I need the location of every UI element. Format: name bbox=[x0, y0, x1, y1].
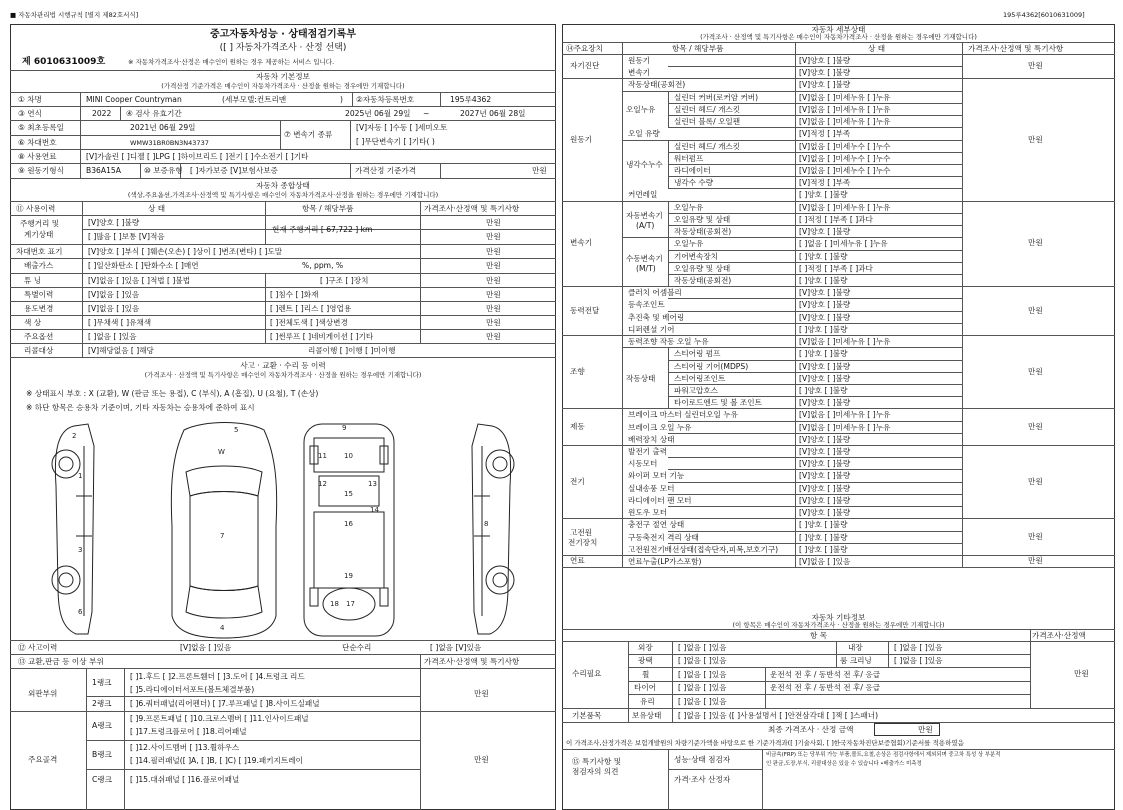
detail-item: 오일누유 bbox=[674, 239, 704, 249]
mileage-state: [V]양호 [ ]불량 bbox=[88, 218, 140, 227]
detail-item: 등속조인트 bbox=[628, 300, 665, 310]
detail-state: [V]적정 [ ]부족 bbox=[799, 129, 851, 139]
detail-group-name: 자기진단 bbox=[570, 61, 600, 71]
form-title: 중고자동차성능 · 상태점검기록부 bbox=[209, 29, 356, 40]
diagram-mark-8: 8 bbox=[484, 520, 489, 528]
repair-polish-label: 광택 bbox=[638, 656, 653, 665]
detail-state: [V]양호 [ ]불량 bbox=[799, 447, 851, 457]
detail-group-name: 제동 bbox=[570, 421, 585, 431]
gauge-price: 만원 bbox=[486, 232, 501, 241]
summary-label-recall: 리콜대상 bbox=[24, 346, 54, 355]
engine-type: B36A15A bbox=[86, 166, 121, 175]
vin-mark-price: 만원 bbox=[486, 247, 501, 256]
detail-item: 실내송풍 모터 bbox=[628, 483, 675, 493]
other-head-price: 가격조사·산정액 bbox=[1032, 631, 1086, 640]
detail-group-name: 원동기 bbox=[570, 134, 593, 144]
detail-item: 오일 유량 bbox=[628, 129, 660, 139]
main-frame-price: 만원 bbox=[474, 755, 489, 764]
label-inspection: ④ 검사 유효기간 bbox=[126, 109, 182, 118]
detail-state: [V]양호 [ ]불량 bbox=[799, 56, 851, 65]
detail-state: [V]양호 [ ]불량 bbox=[799, 434, 851, 444]
rank-b-items-2: [ ]14.필러패널([ ]A, [ ]B, [ ]C) [ ]19.패키지트레이 bbox=[130, 756, 303, 765]
detail-group-price: 만원 bbox=[1028, 556, 1043, 566]
special-note-text-2: 인 판금,도장,부식, 리콜대상은 있을 수 있습니다 •배출가스 미측정 bbox=[766, 761, 922, 767]
rank-a-items-2: [ ]17.트렁크플로어 [ ]18.리어패널 bbox=[130, 727, 247, 736]
vin: WMW31BR0BN3N43737 bbox=[130, 139, 209, 147]
color-price: 만원 bbox=[486, 318, 501, 327]
label-inspector-opinion: 점검자의 의견 bbox=[572, 767, 619, 776]
detail-state: [V]양호 [ ]불량 bbox=[799, 483, 851, 493]
repair-price: 만원 bbox=[1074, 669, 1089, 678]
status-symbols: ※ 상태표시 부호 : X (교환), W (판금 또는 용접), C (부식), A (흠집), U (요철), T (손상) bbox=[26, 389, 319, 398]
detail-state: [V]없음 [ ]미세누수 [ ]누수 bbox=[799, 153, 891, 163]
summary-label-mileage: 주행거리 및 bbox=[20, 219, 60, 228]
certificate-number: 제 6010631009호 bbox=[22, 57, 106, 67]
repair-polish-state: [ ]없음 [ ]있음 bbox=[678, 656, 727, 665]
accident-note: (가격조사 · 산정액 및 특기사항은 매수인이 자동차가격조사 · 산정을 원하는 경우에만 기재합니다) bbox=[144, 371, 422, 379]
detail-item: 동력조향 작동 오일 누유 bbox=[628, 337, 709, 347]
final-price-label: 최종 가격조사 · 산정 금액 bbox=[768, 725, 854, 734]
form-subtitle: ([ ] 자동차가격조사 · 산정 선택) bbox=[219, 43, 347, 53]
car-right-side-view bbox=[472, 424, 514, 634]
label-year: ③ 연식 bbox=[18, 109, 42, 118]
repair-wheel-state: [ ]없음 [ ]있음 bbox=[678, 670, 727, 679]
diagram-mark-19: 19 bbox=[344, 572, 353, 580]
detail-state: [ ]양호 [ ]불량 bbox=[799, 385, 848, 395]
detail-state: [V]양호 [ ]불량 bbox=[799, 227, 851, 237]
diagram-mark-12: 12 bbox=[318, 480, 327, 488]
label-warranty: ⑩ 보증유형 bbox=[144, 166, 183, 175]
rank-a-items: [ ]9.프론트패널 [ ]10.크로스멤버 [ ]11.인사이드패널 bbox=[130, 714, 309, 723]
detail-state: [V]양호 [ ]불량 bbox=[799, 508, 851, 518]
options-item: [ ]썬루프 [ ]네비게이션 [ ]기타 bbox=[270, 332, 374, 341]
special-state: [V]없음 [ ]있음 bbox=[88, 290, 140, 299]
detail-item: 오일유량 및 상태 bbox=[674, 263, 731, 273]
rank-1-label: 1랭크 bbox=[92, 678, 112, 687]
fuel-options: [V]가솔린 [ ]디젤 [ ]LPG [ ]하이브리드 [ ]전기 [ ]수소전기 [ ]기타 bbox=[86, 152, 309, 161]
detail-item: 연료누출(LP가스포함) bbox=[628, 557, 702, 567]
summary-label-special: 특별이력 bbox=[24, 290, 54, 299]
label-car-name: ① 차명 bbox=[18, 95, 42, 104]
mileage-price: 만원 bbox=[486, 218, 501, 227]
detail-state: [V]없음 [ ]미세누유 [ ]누유 bbox=[799, 422, 891, 432]
detail-item: 실린더 헤드/ 개스킷 bbox=[674, 104, 741, 114]
emission-state: [ ]일산화탄소 [ ]탄화수소 [ ]매연 bbox=[88, 261, 199, 270]
vin-mark-state: [V]양호 [ ]부식 [ ]훼손(오손) [ ]상이 [ ]변조(변타) [ ]도말 bbox=[88, 247, 283, 256]
label-special-notes: ⑮ 특기사항 및 bbox=[572, 757, 622, 766]
detail-head-item: 항목 / 해당부품 bbox=[672, 44, 724, 53]
detail-item: 시동모터 bbox=[628, 459, 658, 469]
detail-item: 냉각수 수량 bbox=[674, 178, 714, 188]
summary-label-tuning: 튜 닝 bbox=[24, 276, 42, 285]
diagram-mark-13: 13 bbox=[368, 480, 377, 488]
detail-item: 배력장치 상태 bbox=[628, 434, 675, 444]
basic-items-status-label: 보유상태 bbox=[632, 711, 662, 720]
detail-state: [V]양호 [ ]불량 bbox=[799, 68, 851, 78]
detail-item: 라디에이터 bbox=[674, 165, 711, 175]
repair-interior-state: [ ]없음 [ ]있음 bbox=[894, 643, 943, 652]
detail-group-price: 만원 bbox=[1028, 421, 1043, 431]
detail-item: 실린더 헤드/ 개스킷 bbox=[674, 141, 741, 151]
detail-item: 타이로드엔드 및 볼 조인트 bbox=[674, 398, 762, 408]
detail-item: 고전원전기배선상태(접속단자,피복,보호기구) bbox=[628, 544, 779, 554]
basic-info-note: (가격산정 기준가격은 매수인이 자동차가격조사 · 산정을 원하는 경우에만 기재합니다) bbox=[161, 82, 405, 90]
repair-glass-label: 유리 bbox=[640, 697, 655, 706]
form-reference: ■ 자동차관리법 시행규칙 [별지 제82호서식] bbox=[10, 11, 139, 19]
detail-group-name-2: 전기장치 bbox=[568, 537, 598, 547]
detail-item: 라디에이터 팬 모터 bbox=[628, 495, 692, 505]
detail-item: 워터펌프 bbox=[674, 153, 704, 163]
label-main-frame: 주요골격 bbox=[28, 755, 58, 764]
detail-state: [ ]양호 [ ]불량 bbox=[799, 520, 848, 530]
detail-state: [ ]양호 [ ]불량 bbox=[799, 275, 848, 285]
repair-tire-positions: 운전석 전 후 / 동반석 전 후/ 응급 bbox=[770, 683, 881, 692]
model-year: 2022 bbox=[92, 109, 112, 118]
color-state: [ ]무채색 [ ]유채색 bbox=[88, 318, 152, 327]
detail-group-price: 만원 bbox=[1028, 61, 1043, 71]
detail-item: 변속기 bbox=[628, 68, 651, 78]
detail-subgroup: 오일누유 bbox=[626, 104, 656, 114]
special-price: 만원 bbox=[486, 290, 501, 299]
color-item: [ ]전체도색 [ ]색상변경 bbox=[270, 318, 348, 327]
detail-head-device: ⑭주요장치 bbox=[566, 44, 603, 53]
diagram-mark-2: 2 bbox=[72, 432, 77, 440]
recall-item: 리콜이행 [ ]이행 [ ]미이행 bbox=[308, 346, 396, 355]
detail-state: [V]양호 [ ]불량 bbox=[799, 288, 851, 298]
diagram-mark-3: 3 bbox=[78, 546, 83, 554]
diagram-mark-11: 11 bbox=[318, 452, 327, 460]
detail-group-name: 고전원 bbox=[570, 527, 593, 537]
detail-subgroup: 냉각수누수 bbox=[626, 159, 663, 169]
diagram-mark-14: 14 bbox=[370, 506, 379, 514]
detail-item: 브레이크 마스터 실린더오일 누유 bbox=[628, 410, 738, 420]
transmission-options-2: [ ]무단변속기 [ ]기타( ) bbox=[356, 137, 435, 146]
special-item: [ ]침수 [ ]화재 bbox=[270, 290, 319, 299]
detail-item: 실린더 커버(로커암 커버) bbox=[674, 92, 759, 102]
emission-price: 만원 bbox=[486, 261, 501, 270]
inspection-tilde: ~ bbox=[423, 109, 430, 118]
detail-head-price: 가격조사·산정액 및 특기사항 bbox=[968, 44, 1064, 53]
basic-items-state: [ ]없음 [ ]있음 ([ ]사용설명서 [ ]안전삼각대 [ ]잭 [ ]스패너) bbox=[678, 711, 879, 720]
exchange-price-head: 가격조사·산정액 및 특기사항 bbox=[424, 657, 520, 666]
transmission-options: [V]자동 [ ]수동 [ ]세미오토 bbox=[356, 123, 448, 132]
detail-state: [V]양호 [ ]불량 bbox=[799, 312, 851, 322]
label-fuel: ⑧ 사용연료 bbox=[18, 152, 57, 161]
detail-subgroup: 수동변속기 bbox=[626, 253, 663, 263]
inspection-start: 2025년 06월 29일 bbox=[345, 109, 411, 118]
detail-item: 작동상태(공회전) bbox=[674, 275, 732, 285]
detail-state: [ ]양호 [ ]불량 bbox=[799, 251, 848, 261]
detail-state: [ ]양호 [ ]불량 bbox=[799, 532, 848, 542]
options-price: 만원 bbox=[486, 332, 501, 341]
tuning-state: [V]없음 [ ]있음 [ ]적법 [ ]불법 bbox=[88, 276, 191, 285]
summary-label-gauge: 계기상태 bbox=[24, 230, 54, 239]
repair-exterior-label: 외장 bbox=[638, 643, 653, 652]
detail-group-price: 만원 bbox=[1028, 366, 1043, 376]
detail-state: [V]양호 [ ]불량 bbox=[799, 471, 851, 481]
summary-head-item: 항목 / 해당부품 bbox=[302, 204, 354, 213]
detail-state: [ ]양호 [ ]불량 bbox=[799, 349, 848, 359]
detail-state: [V]없음 [ ]미세누수 [ ]누수 bbox=[799, 141, 891, 151]
repair-tire-label: 타이어 bbox=[634, 683, 657, 692]
special-note-text-1: 비금속(FRP) 또는 당부위 가능 부품,볼트,요철,손상은 점검사항에서 제외되며 중고차 특성 상 부분적 bbox=[766, 752, 1001, 758]
detail-group-name: 조향 bbox=[570, 366, 585, 376]
recall-state: [V]해당없음 [ ]해당 bbox=[88, 346, 154, 355]
detail-state: [ ]적정 [ ]부족 [ ]과다 bbox=[799, 263, 873, 273]
detail-item: 작동상태(공회전) bbox=[674, 227, 732, 237]
detail-item: 추진축 및 베어링 bbox=[628, 312, 685, 322]
detail-group-price: 만원 bbox=[1028, 476, 1043, 486]
rank-a-label: A랭크 bbox=[92, 721, 112, 730]
summary-note: (색상,주요옵션,가격조사·산정액 및 특기사항은 매수인이 자동차가격조사·산정을 원하는 경우에만 기재합니다) bbox=[127, 191, 439, 199]
diagram-mark-7: 7 bbox=[220, 532, 225, 540]
mileage-level: [ ]많음 [ ]보통 [V]적음 bbox=[88, 232, 165, 241]
detail-state: [V]없음 [ ]미세누유 [ ]누유 bbox=[799, 202, 891, 212]
detail-group-name: 변속기 bbox=[570, 238, 593, 248]
car-damage-diagram bbox=[14, 416, 552, 644]
diagram-mark-6: 6 bbox=[78, 608, 83, 616]
label-outer-panel: 외판부위 bbox=[28, 689, 58, 698]
rank-1-items: [ ]1.후드 [ ]2.프론트휀더 [ ]3.도어 [ ]4.트렁크 리드 bbox=[130, 672, 305, 681]
car-model-detail: (세부모델:컨트리맨 bbox=[222, 95, 287, 104]
repair-tire-state: [ ]없음 [ ]있음 bbox=[678, 683, 727, 692]
detail-state: [V]양호 [ ]불량 bbox=[799, 80, 851, 90]
label-first-reg: ⑤ 최초등록일 bbox=[18, 123, 64, 132]
detail-group-name: 전기 bbox=[570, 476, 585, 486]
diagram-mark-5: 5 bbox=[234, 426, 239, 434]
detail-item: 발전기 출력 bbox=[628, 447, 668, 457]
detail-item: 기어변속장치 bbox=[674, 251, 719, 261]
detail-state: [V]양호 [ ]불량 bbox=[799, 373, 851, 383]
detail-group-price: 만원 bbox=[1028, 134, 1043, 144]
detail-state: [V]없음 [ ]미세누유 [ ]누유 bbox=[799, 337, 891, 347]
detail-state: [V]없음 [ ]미세누유 [ ]누유 bbox=[799, 92, 891, 102]
rank-b-label: B랭크 bbox=[92, 750, 112, 759]
inspection-end: 2027년 06월 28일 bbox=[460, 109, 526, 118]
summary-head-price: 가격조사·산정액 및 특기사항 bbox=[424, 204, 520, 213]
summary-head-state: 상 태 bbox=[148, 204, 166, 213]
tuning-item: [ ]구조 [ ]장치 bbox=[320, 276, 369, 285]
detail-item: 윈도우 모터 bbox=[628, 508, 668, 518]
doc-id: 195루4362[6010631009] bbox=[1003, 11, 1085, 19]
current-mileage: 현재 주행거리 [ 67,722 ] km bbox=[272, 225, 373, 234]
label-condition-inspector: 성능·상태 점검자 bbox=[674, 755, 731, 764]
diagram-mark-17: 17 bbox=[346, 600, 355, 608]
diagram-mark-1: 1 bbox=[78, 472, 83, 480]
detail-state: [V]없음 [ ]미세누유 [ ]누유 bbox=[799, 104, 891, 114]
detail-item: 원동기 bbox=[628, 56, 651, 65]
detail-item: 오일누유 bbox=[674, 202, 704, 212]
detail-state: [V]없음 [ ]미세누수 [ ]누수 bbox=[799, 165, 891, 175]
detail-subgroup-type: (A/T) bbox=[636, 220, 655, 230]
label-basic-items: 기본품목 bbox=[572, 711, 602, 720]
detail-group-price: 만원 bbox=[1028, 531, 1043, 541]
detail-state: [V]양호 [ ]불량 bbox=[799, 300, 851, 310]
other-note: (이 항목은 매수인이 자동차가격조사 · 산정을 원하는 경우에만 기재합니다) bbox=[732, 621, 945, 629]
diagram-mark-15: 15 bbox=[344, 490, 353, 498]
detail-subgroup-type: (M/T) bbox=[636, 263, 656, 273]
certificate-note: ※ 자동차가격조사·산정은 매수인이 원하는 경우 제공하는 서비스 입니다. bbox=[128, 58, 335, 66]
detail-state: [V]없음 [ ]있음 bbox=[799, 557, 851, 567]
summary-label-emission: 배출가스 bbox=[24, 261, 54, 270]
repair-wheel-label: 휠 bbox=[642, 670, 650, 679]
basic-info-title: 자동차 기본정보 bbox=[256, 72, 310, 81]
repair-exterior-state: [ ]없음 [ ]있음 bbox=[678, 643, 727, 652]
final-price: 만원 bbox=[918, 725, 933, 734]
detail-group-price: 만원 bbox=[1028, 305, 1043, 315]
detail-state: [ ]양호 [ ]불량 bbox=[799, 190, 848, 200]
detail-group-name: 연료 bbox=[570, 556, 585, 566]
detail-state: [ ]없음 [ ]미세누유 [ ]누유 bbox=[799, 239, 888, 249]
status-symbols-note: ※ 하단 항목은 승용차 기준이며, 기타 자동차는 승용차에 준하여 표시 bbox=[26, 403, 255, 412]
detail-state: [V]적정 [ ]부족 bbox=[799, 178, 851, 188]
tuning-price: 만원 bbox=[486, 276, 501, 285]
reg-number: 195루4362 bbox=[450, 95, 492, 104]
summary-title: 자동차 종합상태 bbox=[256, 181, 310, 190]
label-accident: ⑫ 사고이력 bbox=[18, 643, 58, 652]
detail-note: (가격조사 · 산정액 및 특기사항은 매수인이 자동차가격조사 · 산정을 원하는 경우에만 기재합니다) bbox=[700, 33, 977, 41]
diagram-mark-16: 16 bbox=[344, 520, 353, 528]
simple-repair-state: [ ]없음 [V]있음 bbox=[430, 643, 482, 652]
detail-item: 디퍼렌셜 기어 bbox=[628, 324, 675, 334]
base-price: 만원 bbox=[532, 166, 547, 175]
detail-state: [ ]양호 [ ]불량 bbox=[799, 544, 848, 554]
rank-2-items: [ ]6.쿼터패널(리어펜더) [ ]7.루프패널 [ ]8.사이드실패널 bbox=[130, 699, 320, 708]
label-engine: ⑨ 원동기형식 bbox=[18, 166, 64, 175]
detail-subgroup: 자동변속기 bbox=[626, 210, 663, 220]
usage-item: [ ]렌트 [ ]리스 [ ]영업용 bbox=[270, 304, 352, 313]
accident-title: 사고 · 교환 · 수리 등 이력 bbox=[240, 361, 326, 370]
final-price-note: 이 가격조사,산정가격은 보험개발원의 차량기준가액을 바탕으로 한 기준가격과([ ]기술사회, [ ]한국자동차진단보증협회)기준서를 적용하였음 bbox=[566, 739, 964, 747]
diagram-mark-10: 10 bbox=[344, 452, 353, 460]
first-reg-date: 2021년 06월 29일 bbox=[130, 123, 196, 132]
detail-title: 자동차 세부상태 bbox=[811, 25, 866, 34]
label-repair-needed: 수리필요 bbox=[572, 669, 602, 678]
detail-state: [V]양호 [ ]불량 bbox=[799, 398, 851, 408]
detail-item: 파워고압호스 bbox=[674, 385, 719, 395]
detail-head-state: 상 태 bbox=[868, 44, 886, 53]
repair-interior-label: 내장 bbox=[848, 643, 863, 652]
detail-item: 오일유량 및 상태 bbox=[674, 214, 731, 224]
repair-cleaning-state: [ ]없음 [ ]있음 bbox=[894, 656, 943, 665]
summary-label-vin-mark: 차대번호 표기 bbox=[16, 247, 63, 256]
diagram-mark-w: W bbox=[218, 448, 225, 456]
detail-item: 와이퍼 모터 기능 bbox=[628, 471, 685, 481]
detail-item: 스티어링 기어(MDPS) bbox=[674, 361, 749, 371]
rank-2-label: 2랭크 bbox=[92, 699, 112, 708]
detail-item: 커먼레일 bbox=[628, 190, 658, 200]
car-name: MINI Cooper Countryman bbox=[86, 95, 182, 104]
detail-state: [V]양호 [ ]불량 bbox=[799, 361, 851, 371]
detail-state: [V]양호 [ ]불량 bbox=[799, 495, 851, 505]
detail-item: 브레이크 오일 누유 bbox=[628, 422, 692, 432]
label-reg-number: ②자동차등록번호 bbox=[356, 95, 415, 104]
other-head-item: 항 목 bbox=[810, 631, 828, 640]
detail-subgroup: 작동상태 bbox=[626, 373, 656, 383]
label-exchange: ⑬ 교환,판금 등 이상 부위 bbox=[18, 657, 104, 666]
detail-item: 구동축전지 격리 상태 bbox=[628, 532, 699, 542]
detail-state: [V]양호 [ ]불량 bbox=[799, 459, 851, 469]
outer-panel-price: 만원 bbox=[474, 689, 489, 698]
detail-item: 실린더 블록/ 오일팬 bbox=[674, 117, 741, 127]
rank-b-items: [ ]12.사이드멤버 [ ]13.휠하우스 bbox=[130, 743, 240, 752]
detail-item: 클러치 어셈블리 bbox=[628, 288, 682, 298]
detail-state: [ ]양호 [ ]불량 bbox=[799, 324, 848, 334]
summary-label-color: 색 상 bbox=[24, 318, 42, 327]
car-left-side-view bbox=[52, 424, 94, 634]
rank-c-label: C랭크 bbox=[92, 775, 112, 784]
summary-label-options: 주요옵션 bbox=[24, 332, 54, 341]
summary-head-history: ⑪ 사용이력 bbox=[16, 204, 56, 213]
label-vin: ⑥ 차대번호 bbox=[18, 138, 57, 147]
detail-state: [V]없음 [ ]미세누유 [ ]누유 bbox=[799, 410, 891, 420]
diagram-mark-9: 9 bbox=[342, 424, 347, 432]
usage-price: 만원 bbox=[486, 304, 501, 313]
repair-cleaning-label: 룸 크리닝 bbox=[840, 656, 872, 665]
detail-item: 스티어링조인트 bbox=[674, 373, 726, 383]
summary-label-usage: 용도변경 bbox=[24, 304, 54, 313]
emission-values: %, ppm, % bbox=[302, 261, 344, 270]
warranty-options: [ ]자가보증 [V]보험사보증 bbox=[190, 166, 278, 175]
label-simple-repair: 단순수리 bbox=[342, 643, 372, 652]
diagram-mark-18: 18 bbox=[330, 600, 339, 608]
detail-item: 작동상태(공회전) bbox=[628, 80, 686, 90]
options-state: [ ]없음 [ ]있음 bbox=[88, 332, 137, 341]
rank-c-items: [ ]15.대쉬패널 [ ]16.플로어패널 bbox=[130, 775, 240, 784]
diagram-mark-4: 4 bbox=[220, 624, 225, 632]
label-transmission: ⑦ 변속기 종류 bbox=[284, 130, 333, 139]
detail-group-price: 만원 bbox=[1028, 238, 1043, 248]
label-base-price: 가격산정 기준가격 bbox=[355, 166, 417, 175]
detail-item: 충전구 절연 상태 bbox=[628, 520, 685, 530]
rank-1-items-2: [ ]5.라디에이터서포트(볼트체결부품) bbox=[130, 685, 255, 694]
detail-state: [ ]적정 [ ]부족 [ ]과다 bbox=[799, 214, 873, 224]
repair-wheel-positions: 운전석 전 후 / 동반석 전 후/ 응급 bbox=[770, 670, 881, 679]
accident-state: [V]없음 [ ]있음 bbox=[180, 643, 232, 652]
detail-item: 스티어링 펌프 bbox=[674, 349, 721, 359]
detail-state: [V]없음 [ ]미세누유 [ ]누유 bbox=[799, 117, 891, 127]
repair-glass-state: [ ]없음 [ ]있음 bbox=[678, 697, 727, 706]
label-price-assessor: 가격·조사 산정자 bbox=[674, 775, 731, 784]
car-model-close: ) bbox=[340, 95, 343, 104]
usage-state: [V]없음 [ ]있음 bbox=[88, 304, 140, 313]
detail-group-name: 동력전달 bbox=[570, 305, 600, 315]
other-title: 자동차 기타정보 bbox=[811, 613, 866, 622]
